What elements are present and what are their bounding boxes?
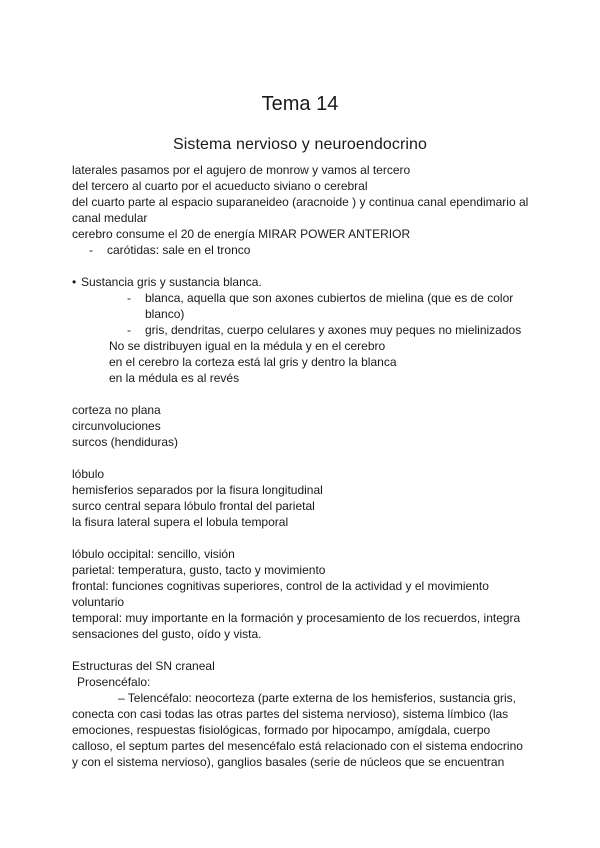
text-line: la fisura lateral supera el lobula temporal [72, 515, 289, 529]
text-line: parietal: temperatura, gusto, tacto y movimiento [72, 563, 326, 577]
text-line: frontal: funciones cognitivas superiores, control de la actividad y el movimiento voluntario [72, 579, 489, 609]
page-title: Tema 14 [261, 93, 339, 115]
section-heading: Estructuras del SN craneal [72, 659, 215, 673]
text-line: del cuarto parte al espacio suparaneideo (aracnoide ) y continua canal ependimario al canal medular [72, 195, 529, 225]
spacer [72, 386, 532, 402]
list-item-text: blanca, aquella que son axones cubiertos de mielina (que es de color blanco) [145, 291, 514, 321]
dash-marker: - [127, 323, 131, 337]
spacer [72, 450, 532, 466]
spacer [72, 530, 532, 546]
text-line: temporal: muy importante en la formación y procesamiento de los recuerdos, integra sensaciones del gusto, oído y vista. [72, 611, 521, 641]
bullet-list-item [72, 274, 532, 290]
text-line: cerebro consume el 20 de energía MIRAR POWER ANTERIOR [72, 227, 411, 241]
text-line: surco central separa lóbulo frontal del parietal [72, 499, 315, 513]
text-line: en el cerebro la corteza está lal gris y dentro la blanca [109, 355, 397, 369]
text-line: No se distribuyen igual en la médula y en el cerebro [109, 339, 386, 353]
subsection-heading: Prosencéfalo: [77, 675, 151, 689]
paragraph-text: – Telencéfalo: neocorteza (parte externa de los hemisferios, sustancia gris, conecta con casi todas las otras partes del sistema nervioso), sistema límbico (las emociones, respuestas fisiológicas, formado por hipocampo, amígdala, cuerpo calloso, el septum partes del mesencéfalo está relacionado con el sistema endocrino y con el sistema nervioso), ganglios basales (serie de núcleos que se encuentran [72, 691, 523, 769]
text-line: laterales pasamos por el agujero de monrow y vamos al tercero [72, 163, 411, 177]
spacer [72, 642, 532, 658]
page-subtitle: Sistema nervioso y neuroendocrino [172, 136, 428, 153]
text-line: surcos (hendiduras) [72, 435, 179, 449]
text-line: del tercero al cuarto por el acueducto siviano o cerebral [72, 179, 368, 193]
bullet-marker: • [72, 275, 77, 289]
text-line: en la médula es al revés [109, 371, 240, 385]
spacer [72, 258, 532, 274]
dash-marker: - [127, 291, 131, 305]
list-item-text: gris, dendritas, cuerpo celulares y axones muy peques no mielinizados [145, 323, 522, 337]
dash-list-item [72, 322, 532, 338]
text-line: lóbulo occipital: sencillo, visión [72, 547, 235, 561]
text-line: circunvoluciones [72, 419, 161, 433]
text-line: corteza no plana [72, 403, 161, 417]
dash-list-item [72, 242, 532, 258]
text-line: hemisferios separados por la fisura longitudinal [72, 483, 323, 497]
document-body [72, 162, 532, 770]
list-item-text: carótidas: sale en el tronco [107, 243, 251, 257]
paragraph [72, 690, 532, 770]
list-item-text: Sustancia gris y sustancia blanca. [81, 275, 262, 289]
text-line: lóbulo [72, 467, 105, 481]
dash-marker: - [89, 243, 93, 257]
dash-list-item [72, 290, 532, 322]
